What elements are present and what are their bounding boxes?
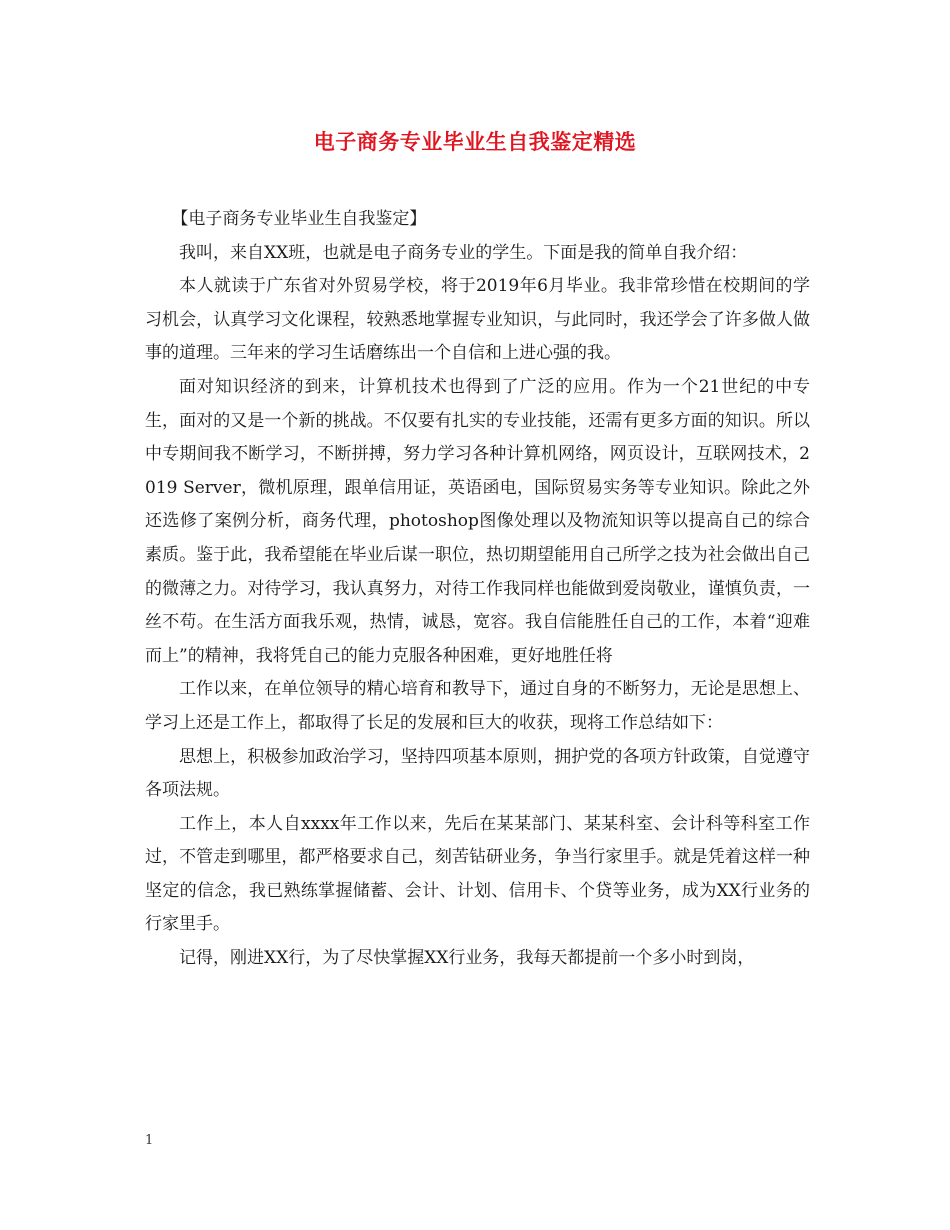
paragraph-work-summary: 工作以来，在单位领导的精心培育和教导下，通过自身的不断努力，无论是思想上、学习上还是工作上，都取得了长足的发展和巨大的收获，现将工作总结如下： bbox=[145, 679, 810, 733]
paragraph-intro: 我叫，来自XX班，也就是电子商务专业的学生。下面是我的简单自我介绍： bbox=[179, 242, 748, 263]
paragraph-work: 工作上，本人自xxxx年工作以来，先后在某某部门、某某科室、会计科等科室工作过，不管走到哪里，都严格要求自己，刻苦钻研业务，争当行家里手。就是凭着这样一种坚定的信念，我已熟练掌握储蓄、会计、计划、信用卡、个贷等业务，成为XX行业务的行家里手。 bbox=[145, 813, 810, 935]
paragraph-school: 本人就读于广东省对外贸易学校，将于2019年6月毕业。我非常珍惜在校期间的学习机会，认真学习文化课程，较熟悉地掌握专业知识，与此同时，我还学会了许多做人做事的道理。三年来的学习生话磨练出一个自信和上进心强的我。 bbox=[145, 276, 810, 364]
section-heading: 【电子商务专业毕业生自我鉴定】 bbox=[171, 209, 427, 229]
document-body bbox=[145, 203, 810, 976]
paragraph-skills: 面对知识经济的到来，计算机技术也得到了广泛的应用。作为一个21世纪的中专生，面对的又是一个新的挑战。不仅要有扎实的专业技能，还需有更多方面的知识。所以中专期间我不断学习，不断拼搏，努力学习各种计算机网络，网页设计，互联网技术，2019 Server，微机原理，跟单信用证，英语函电，国际贸易实务等专业知识。除此之外还选修了案例分析，商务代理，photoshop图像处理以及物流知识等以提高自己的综合素质。鉴于此，我希望能在毕业后谋一职位，热切期望能用自己所学之技为社会做出自己的微薄之力。对待学习，我认真努力，对待工作我同样也能做到爱岗敬业，谨慎负责，一丝不苟。在生活方面我乐观，热情，诚恳，宽容。我自信能胜任自己的工作，本着“迎难而上”的精神，我将凭自己的能力克服各种困难，更好地胜任将 bbox=[145, 376, 810, 666]
page-number: 1 bbox=[145, 1133, 154, 1148]
document-title: 电子商务专业毕业生自我鉴定精选 bbox=[313, 129, 637, 154]
paragraph-ideology: 思想上，积极参加政治学习，坚持四项基本原则，拥护党的各项方针政策，自觉遵守各项法规。 bbox=[145, 746, 810, 801]
paragraph-memory: 记得，刚进XX行，为了尽快掌握XX行业务，我每天都提前一个多小时到岗， bbox=[179, 948, 755, 969]
